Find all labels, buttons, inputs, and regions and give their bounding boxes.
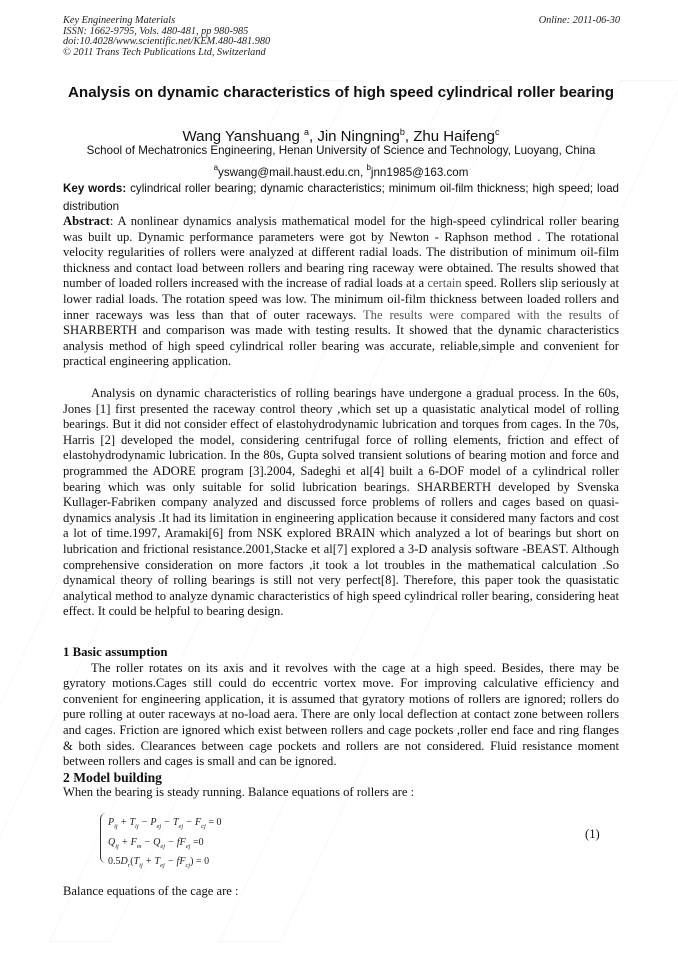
journal-header <box>63 16 270 58</box>
journal-issn: ISSN: 1662-9795, Vols. 480-481, pp 980-985 <box>63 25 249 37</box>
email-list <box>63 159 619 181</box>
author-mark: c <box>494 127 500 137</box>
section-text: When the bearing is steady running. Balance equations of rollers are : <box>63 785 415 800</box>
section-heading: 2 Model building <box>63 769 162 785</box>
abstract-text: The results were compared with the results of <box>362 307 619 322</box>
abstract <box>63 214 619 370</box>
section-heading: 1 Basic assumption <box>63 645 168 659</box>
email-mark: a <box>213 163 219 172</box>
paper-title: Analysis on dynamic characteristics of high speed cylindrical roller bearing <box>67 84 615 101</box>
journal-doi: doi:10.4028/www.scientific.net/KEM.480-481.980 <box>63 36 271 48</box>
brace-icon <box>100 813 107 863</box>
keywords <box>63 180 619 216</box>
section-basic-assumption <box>63 645 619 801</box>
abstract-text: : A nonlinear dynamics analysis mathematical model for the high-speed cylindrical roller bearing was built up. Dynamic performance parameters were got by Newton - Raphson method . The rotational velocity regularities of rollers were analyzed at different radial loads. The distribution of minimum oil-film thickness and contact load between rollers and bearing ring raceway were obtained. The results showed that number of loaded rollers increased with the increase of radial loads at a <box>63 214 619 291</box>
cage-equations-intro: Balance equations of the cage are : <box>63 884 239 898</box>
author-name: Zhu Haifeng <box>413 128 495 145</box>
journal-name: Key Engineering Materials <box>63 15 176 26</box>
author-name: Jin Ningning <box>317 128 400 145</box>
equation-number: (1) <box>585 827 600 841</box>
keywords-label: Key words: <box>63 182 127 195</box>
equation-1: $P_{ij} + T_{ij} - P_{ej} - T_{ej} - F_{cj} = 0$ $Q_{ij} + F_m - Q_{ej} - fF_{ej} =0$ $0.5D_r(T_{ij} + T_{ej} - fF_{cj}) = 0$ <box>108 815 221 874</box>
author-list: Wang Yanshuang $^a$, Jin Ningning$^b$, Zhu Haifeng$^c$ <box>182 127 500 145</box>
email-link[interactable]: yswang@mail.haust.edu.cn, <box>218 166 367 179</box>
author-mark: a <box>303 127 309 137</box>
section-text: The roller rotates on its axis and it revolves with the cage at a high speed. Besides, there may be gyratory motions.Cages still could do eccentric vortex move. For improving calculative efficiency and convenient for engineering application, it is assumed that gyratory motions of rollers are ignored; rollers do pure rolling at outer raceways at no-load aera. There are only local deflection at contact zone between rollers and cages. Friction are ignored which exist between rollers and cage pockets ,roller end face and ring flanges & both sides. Clearances between cage pockets and rollers are not considered. Fluid resistance moment between rollers and cages is small and can be ignored. <box>63 660 619 769</box>
author-name: Wang Yanshuang <box>182 128 304 145</box>
keywords-text: cylindrical roller bearing; dynamic characteristics; minimum oil-film thickness; high speed; load distribution <box>63 182 619 213</box>
email-link[interactable]: jnn1985@163.com <box>370 166 469 179</box>
abstract-text: SHARBERTH and comparison was made with testing results. It showed that the dynamic characteristics analysis method of high speed cylindrical roller bearing was accurate, reliable,simple and convenient for practical engineering application. <box>63 323 619 369</box>
introduction: Analysis on dynamic characteristics of rolling bearings have undergone a gradual process. In the 60s, Jones [1] first presented the raceway control theory ,which set up a quasistatic analytical model of rolling bearings. But it did not consider effect of elastohydrodynamic lubrication and torques from cages. In the 70s, Harris [2] developed the model, considering centrifugal force of rolling elements, friction and effect of elastohydrodynamic lubrication. In the 80s, Gupta solved transient solutions of bearing motion and force and programmed the ADORE program [3].2004, Sadeghi et al[4] built a 6-DOF model of a cylindrical roller bearing which was only suitable for solid lubrication bearings. SHARBERTH developed by Svenska Kullager-Fabriken company analyzed and discussed force problems of rollers and cages based on quasi-dynamics analysis .It had its limitation in engineering application because it considered many factors and cost a lot of time.1997, Aramaki[6] from NSK explored BRAIN which analyzed a lot of bearings but short on lubrication and frictional resistance.2001,Stacke et al[7] explored a 3-D analysis software -BEAST. Although comprehensive consideration on more factors ,it took a lot troubles in the mathematical calculation .So dynamical theory of rolling bearings is still not very perfect[8]. Therefore, this paper took the quasistatic analytical method to analyze dynamic characteristics of high speed cylindrical roller bearing, considering heat effect. It could be helpful to bearing design. <box>63 386 619 619</box>
email-mark: b <box>366 163 371 172</box>
abstract-text: certain <box>427 276 462 291</box>
abstract-label: Abstract <box>63 214 110 228</box>
author-mark: b <box>399 127 405 137</box>
online-date: Online: 2011-06-30 <box>538 15 620 26</box>
affiliation: School of Mechatronics Engineering, Henan University of Science and Technology, Luoyang, China <box>86 144 596 157</box>
abstract-text: speed. Rollers slip seriously at lower radial loads. The rotation speed was low. The minimum oil-film thickness between loaded rollers and inner raceways was less than that of outer raceways. <box>63 276 620 322</box>
affiliation-block <box>63 142 619 181</box>
journal-copyright: © 2011 Trans Tech Publications Ltd, Switzerland <box>63 46 266 58</box>
